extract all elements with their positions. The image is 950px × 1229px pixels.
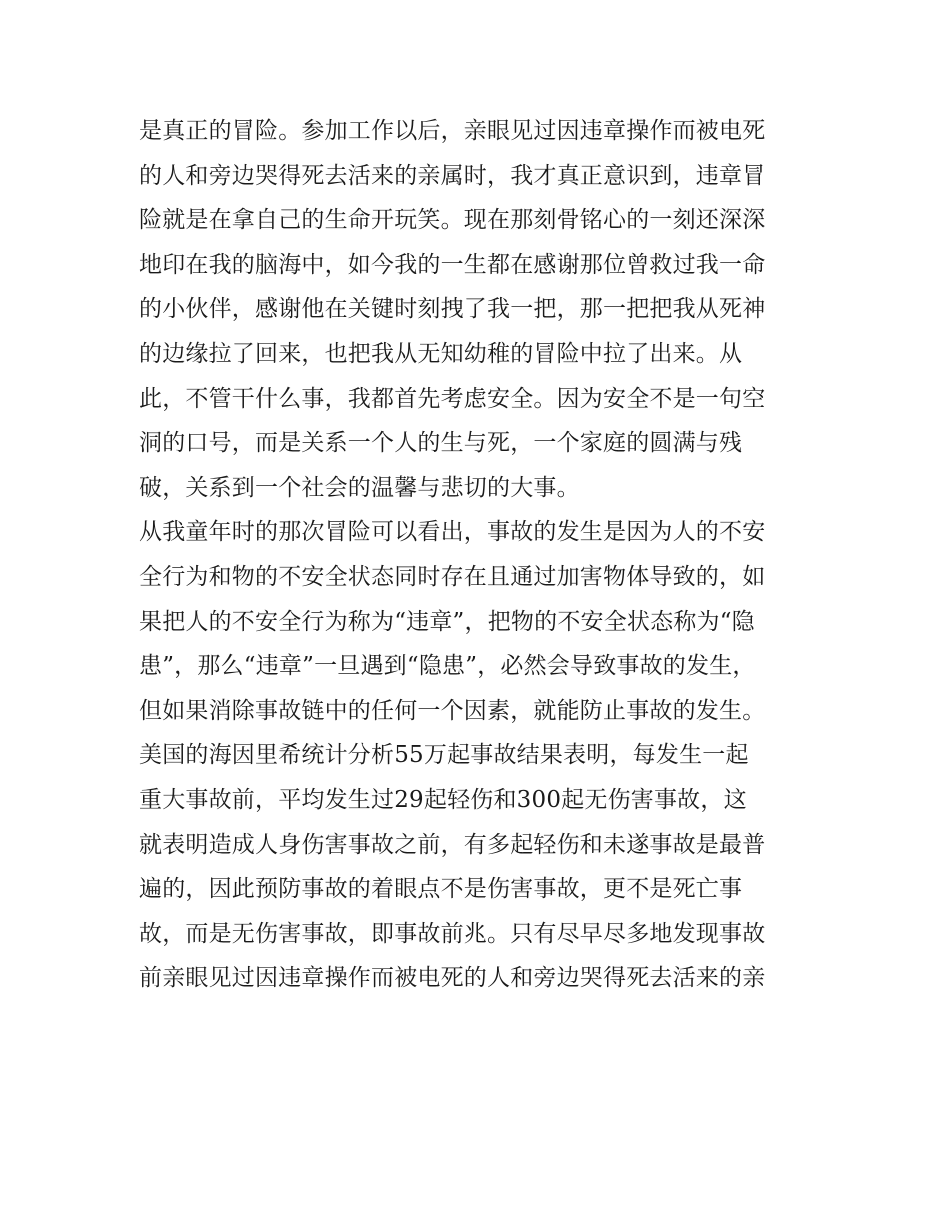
text-line: 果把人的不安全行为称为“违章”，把物的不安全状态称为“隐 <box>139 608 755 635</box>
text-line: 前亲眼见过因违章操作而被电死的人和旁边哭得死去活来的亲 <box>139 965 766 992</box>
text-line: 美国的海因里希统计分析55万起事故结果表明，每发生一起 <box>139 742 749 769</box>
text-line: 但如果消除事故链中的任何一个因素，就能防止事故的发生。 <box>139 697 766 724</box>
text-line: 患”，那么“违章”一旦遇到“隐患”，必然会导致事故的发生， <box>139 653 756 680</box>
text-line: 是真正的冒险。参加工作以后，亲眼见过因违章操作而被电死 <box>139 118 766 144</box>
body-text <box>139 109 829 1001</box>
text-line: 就表明造成人身伤害事故之前，有多起轻伤和未遂事故是最普 <box>139 831 766 858</box>
text-line: 的小伙伴，感谢他在关键时刻拽了我一把，那一把把我从死神 <box>139 296 766 323</box>
text-line: 故，而是无伤害事故，即事故前兆。只有尽早尽多地发现事故 <box>139 920 766 947</box>
text-line: 地印在我的脑海中，如今我的一生都在感谢那位曾救过我一命 <box>139 251 766 278</box>
text-line: 破，关系到一个社会的温馨与悲切的大事。 <box>139 474 580 501</box>
text-line: 全行为和物的不安全状态同时存在且通过加害物体导致的，如 <box>139 563 766 590</box>
text-line: 遍的，因此预防事故的着眼点不是伤害事故，更不是死亡事 <box>139 876 743 903</box>
text-line: 洞的口号，而是关系一个人的生与死，一个家庭的圆满与残 <box>139 430 743 457</box>
text-line: 此，不管干什么事，我都首先考虑安全。因为安全不是一句空 <box>139 385 766 412</box>
text-line: 从我童年时的那次冒险可以看出，事故的发生是因为人的不安 <box>139 519 766 546</box>
text-line: 的人和旁边哭得死去活来的亲属时，我才真正意识到，违章冒 <box>139 162 766 189</box>
text-line: 重大事故前，平均发生过29起轻伤和300起无伤害事故，这 <box>139 786 747 813</box>
text-line: 险就是在拿自己的生命开玩笑。现在那刻骨铭心的一刻还深深 <box>139 207 766 234</box>
text-line: 的边缘拉了回来，也把我从无知幼稚的冒险中拉了出来。从 <box>139 340 743 367</box>
